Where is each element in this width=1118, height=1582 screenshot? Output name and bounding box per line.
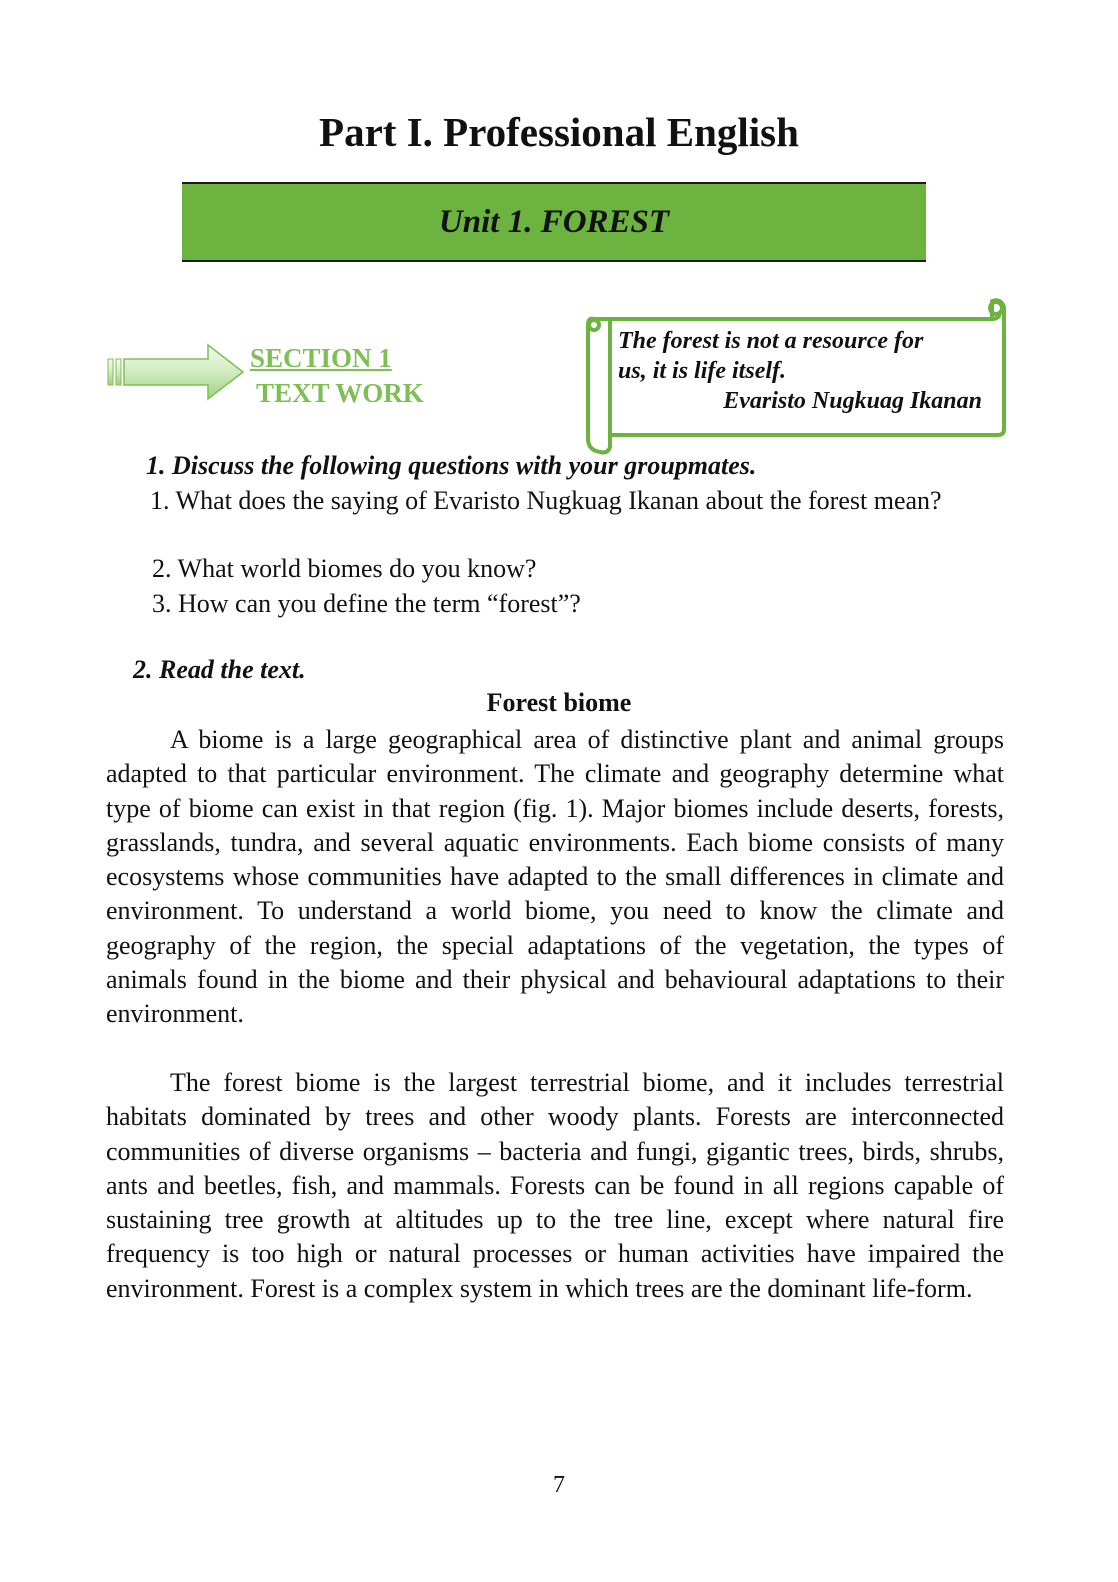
text-title: Forest biome [486,688,632,717]
section-heading [250,341,450,411]
quote-line-1: The forest is not a resource for [618,328,924,354]
epigraph-quote [618,326,988,416]
paragraph-2: The forest biome is the largest terrestrial biome, and it includes terrestrial habitats dominated by trees and other woody plants. Forests are interconnected communities of diverse organisms – bacteria and fungi, gigantic trees, birds, shrubs, ants and beetles, fish, and mammals. Forests can be found in all regions capable of sustaining tree growth at altitudes up to the tree line, except where natural fire frequency is too high or natural processes or human activities have impaired the environment. Forest is a complex system in which trees are the dominant life-form. [106,1068,1004,1303]
section-name: TEXT WORK [256,378,424,408]
quote-author: Evaristo Nugkuag Ikanan [723,388,982,414]
quote-line-2: us, it is life itself. [618,358,786,384]
unit-title: Unit 1. FOREST [438,203,670,240]
part-title: Part I. Professional English [319,109,799,155]
arrow-right-icon [106,342,246,402]
question-3: 3. How can you define the term “forest”? [152,589,581,618]
task-2-heading: 2. Read the text. [133,655,306,684]
paragraph-1: A biome is a large geographical area of distinctive plant and animal groups adapted to that particular environment. The climate and geography determine what type of biome can exist in that region (fig. 1). Major biomes include deserts, forests, grasslands, tundra, and several aquatic environments. Each biome consists of many ecosystems whose communities have adapted to the small differences in climate and environment. To understand a world biome, you need to know the climate and geography of the region, the special adaptations of the vegetation, the types of animals found in the biome and their physical and behavioural adaptations to their environment. [106,725,1004,1029]
task-1-heading: 1. Discuss the following questions with your groupmates. [146,451,757,480]
unit-banner [182,182,926,262]
question-1: 1. What does the saying of Evaristo Nugkuag Ikanan about the forest mean? [150,486,942,515]
question-2: 2. What world biomes do you know? [152,554,537,583]
page-number: 7 [553,1472,565,1498]
section-number: SECTION 1 [250,343,392,373]
